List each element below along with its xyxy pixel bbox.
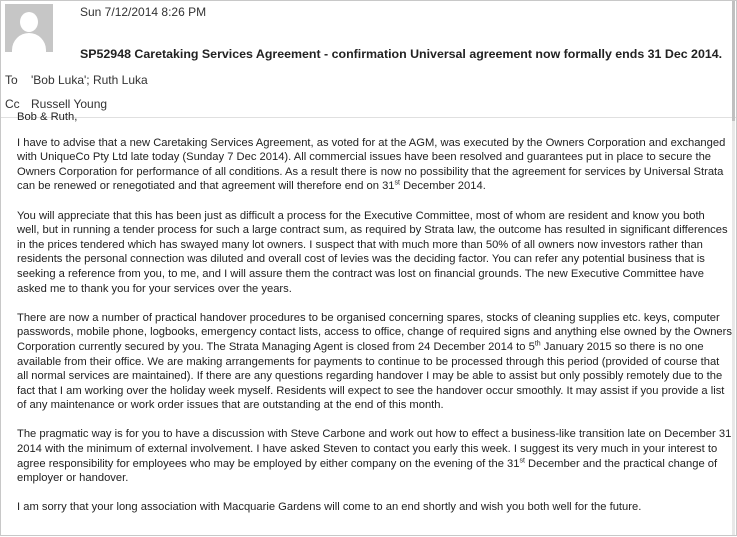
- body-line: Corporation currently secured by you. The Strata Managing Agent is closed from 24 December 2014 to 5: [17, 340, 535, 353]
- body-line: seeking a reference from you, to me, and I will assure them the contract was lost on financial grounds. The new Executive Committee have: [17, 267, 704, 280]
- greeting: Bob & Ruth,: [17, 111, 78, 123]
- body-line: with UniqueCo Pty Ltd late today (Sunday 7 Dec 2014). All commercial issues have been resolved and guarantees put in place to secure the: [17, 151, 712, 164]
- vertical-scrollbar[interactable]: [732, 1, 735, 535]
- paragraph-advise: [17, 136, 729, 194]
- cc-recipients[interactable]: Russell Young: [31, 97, 108, 111]
- to-label: To: [5, 73, 18, 87]
- body-line: employer or handover.: [17, 472, 129, 485]
- ordinal-suffix: th: [534, 340, 541, 348]
- body-line: of any maintenance or work order issues that are outstanding at the end of this month.: [17, 399, 444, 412]
- paragraph-appreciate: [17, 209, 729, 297]
- paragraph-pragmatic: [17, 427, 732, 485]
- body-line: fact that I am working over the holiday week myself. Residents will expect to see the handover occur smoothly. It may assist if you provide a list: [17, 384, 725, 397]
- cc-label: Cc: [5, 97, 20, 111]
- body-line: available from their office. We are making arrangements for payments to continue to be processed through this period (provided of course that: [17, 355, 720, 368]
- scrollbar-thumb[interactable]: [732, 1, 735, 121]
- body-line: can be renewed or renegotiated and that agreement will therefore end on 31: [17, 180, 395, 193]
- ordinal-suffix: st: [519, 456, 525, 464]
- body-line: December and the practical change of: [524, 457, 718, 470]
- to-recipients[interactable]: 'Bob Luka'; Ruth Luka: [31, 73, 148, 87]
- body-line: well, but in running a tender process for such a large contract sum, as required by Strata law, the outcome has resulted in significant differences: [17, 224, 728, 237]
- body-line: I have to advise that a new Caretaking Services Agreement, as voted for at the AGM, was executed by the Owners Corporation and exchanged: [17, 136, 726, 149]
- body-line: You will appreciate that this has been just as difficult a process for the Executive Committee, most of whom are resident and know you both: [17, 209, 705, 222]
- body-line: passwords, mobile phone, logbooks, emergency contact lists, access to office, change of required signs and anything else owned by the Owners: [17, 326, 732, 339]
- paragraph-closing: [17, 500, 729, 515]
- email-subject: SP52948 Caretaking Services Agreement - confirmation Universal agreement now formally ends 31 Dec 2014.: [80, 47, 723, 61]
- body-line: I am sorry that your long association with Macquarie Gardens will come to an end shortly and wish you both well for the future.: [17, 501, 642, 514]
- body-line: December 2014.: [399, 180, 486, 193]
- body-line: January 2015 so there is no one: [540, 340, 704, 353]
- body-line: all normal services are maintained). If there are any questions regarding handover I may be able to assist but only possibly remotely due to the: [17, 370, 723, 383]
- sender-avatar[interactable]: [5, 4, 53, 52]
- body-line: residents the personal connection was diluted and overall cost of levies was the deciding factor. You can refer any potential business that is: [17, 253, 705, 266]
- body-line: The pragmatic way is for you to have a discussion with Steve Carbone and work out how to effect a business-like transition late on December 31: [17, 428, 732, 441]
- body-line: 2014 with the minimum of external involvement. I have asked Steven to contact you early this week. I suggest its very much in your interest to: [17, 443, 718, 456]
- sent-timestamp: Sun 7/12/2014 8:26 PM: [80, 5, 207, 19]
- body-line: Owners Corporation for performance of all conditions. As a result there is now no possibility that the agreement for services by Universal Strata: [17, 165, 724, 178]
- person-silhouette-icon: [20, 12, 38, 32]
- body-line: agree responsibility for employees who may be employed by either company on the evening of the 31: [17, 457, 520, 470]
- ordinal-suffix: st: [394, 179, 400, 187]
- person-silhouette-body: [12, 33, 46, 59]
- message-body[interactable]: [17, 111, 732, 537]
- body-line: in the prices tendered which has swayed many lot owners. I suspect that with much more than 50% of all owners now investors rather than: [17, 238, 703, 251]
- body-line: There are now a number of practical handover procedures to be organised concerning spares, stocks of cleaning supplies etc. keys, computer: [17, 311, 720, 324]
- body-line: asked me to thank you for your services over the years.: [17, 282, 292, 295]
- paragraph-handover: [17, 311, 732, 413]
